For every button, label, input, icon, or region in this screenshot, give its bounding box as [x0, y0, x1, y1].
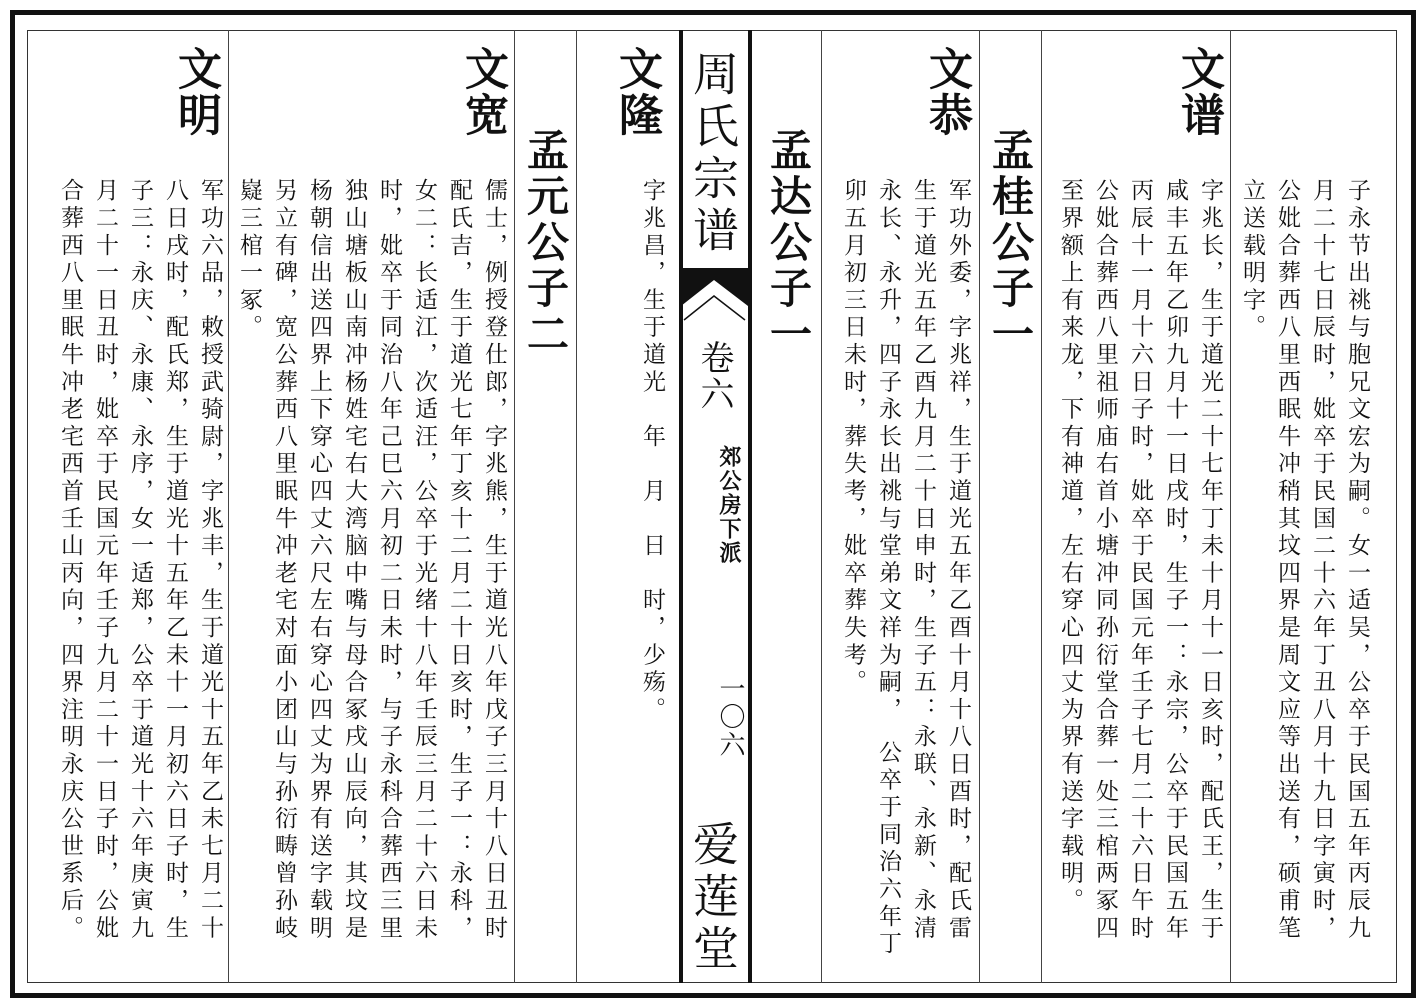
person-name: 文谱	[1173, 46, 1224, 138]
volume-number: 卷六	[694, 340, 734, 412]
text-column: 儒士，例授登仕郎，字兆熊，生于道光八年戊子三月十八日丑时	[481, 178, 507, 943]
text-column: 军功六品，敕授武骑尉，字兆丰，生于道光十五年乙未七月二十	[197, 178, 223, 943]
text-column: 公妣合葬西八里祖师庙右首小塘冲同孙衍堂合葬一处三棺两冢四	[1092, 178, 1118, 943]
text-column: 子永节出祧与胞兄文宏为嗣。女一适吴，公卒于民国五年丙辰九	[1344, 178, 1370, 943]
text-column: 丙辰十一月十六日子时，妣卒于民国元年壬子七月二十六日午时	[1127, 178, 1153, 943]
divider	[228, 30, 229, 983]
text-column: 至界额上有来龙，下有神道，左右穿心四丈为界有送字载明。	[1057, 178, 1083, 916]
text-column: 卯五月初三日未时，葬失考，妣卒葬失考。	[840, 178, 866, 697]
divider	[821, 30, 822, 983]
lineage-heading: 孟桂公子一	[986, 128, 1035, 358]
text-column: 月二十一日丑时，妣卒于民国元年壬子九月二十一日子时，公妣	[92, 178, 118, 943]
text-column: 独山塘板山南冲杨姓宅右大湾脑中嘴与母合冢戌山辰向，其坟是	[341, 178, 367, 943]
book-title: 周氏宗谱	[686, 50, 740, 258]
fishtail-mark	[681, 268, 748, 343]
text-column: 月二十七日辰时，妣卒于民国二十六年丁丑八月十九日字寅时，	[1309, 178, 1335, 943]
branch-name: 郊公房下派	[716, 445, 742, 565]
person-name: 文宽	[457, 46, 508, 138]
center-spine-right	[748, 30, 752, 983]
lineage-heading: 孟元公子二	[521, 128, 570, 358]
divider	[979, 30, 980, 983]
text-column: 配氏吉，生于道光七年丁亥十二月二十日亥时，生子一：永科，	[446, 178, 472, 943]
text-column: 嶷三棺一冢。	[236, 178, 262, 342]
person-name: 文明	[170, 46, 221, 138]
divider	[576, 30, 577, 983]
text-column: 永长、永升，四子永长出祧与堂弟文祥为嗣， 公卒于同治六年丁	[875, 178, 901, 959]
text-column: 另立有碑，宽公葬西八里眠牛冲老宅对面小团山与孙衍畴曾孙岐	[271, 178, 297, 943]
center-spine-left	[679, 30, 683, 983]
text-column: 子三：永庆、永康、永序，女一适郑，公卒于道光十六年庚寅九	[127, 178, 153, 943]
text-column: 字兆长，生于道光二十七年丁未十月十一日亥时，配氏王，生于	[1197, 178, 1223, 943]
divider	[1230, 30, 1231, 983]
person-name: 文恭	[921, 46, 972, 138]
text-column: 生于道光五年乙酉九月二十日申时，生子五：永联、永新、永清	[910, 178, 936, 943]
text-column: 立送载明字。	[1239, 178, 1265, 342]
page-number: 一〇六	[715, 675, 745, 759]
lineage-heading: 孟达公子一	[764, 128, 813, 358]
divider	[514, 30, 515, 983]
text-column: 字兆昌，生于道光 年 月 日 时，少殇。	[639, 178, 665, 724]
text-column: 杨朝信出送四界上下穿心四丈六尺左右穿心四丈为界有送字载明	[306, 178, 332, 943]
text-column: 女二：长适江，次适汪，公卒于光绪十八年壬辰三月二十六日未	[411, 178, 437, 943]
text-column: 时，妣卒于同治八年己巳六月初二日未时，与子永科合葬西三里	[376, 178, 402, 943]
hall-name: 爱莲堂	[686, 820, 740, 976]
text-column: 八日戌时，配氏郑，生于道光十五年乙未十一月初六日子时，生	[162, 178, 188, 943]
text-column: 咸丰五年乙卯九月十一日戌时，生子一：永宗，公卒于民国五年	[1162, 178, 1188, 943]
text-column: 合葬西八里眠牛冲老宅西首壬山丙向，四界注明永庆公世系后。	[57, 178, 83, 943]
person-name: 文隆	[611, 46, 662, 138]
text-column: 公妣合葬西八里西眠牛冲稍其坟四界是周文应等出送有，硕甫笔	[1274, 178, 1300, 943]
divider	[1041, 30, 1042, 983]
text-column: 军功外委，字兆祥，生于道光五年乙酉十月十八日酉时，配氏雷	[945, 178, 971, 943]
